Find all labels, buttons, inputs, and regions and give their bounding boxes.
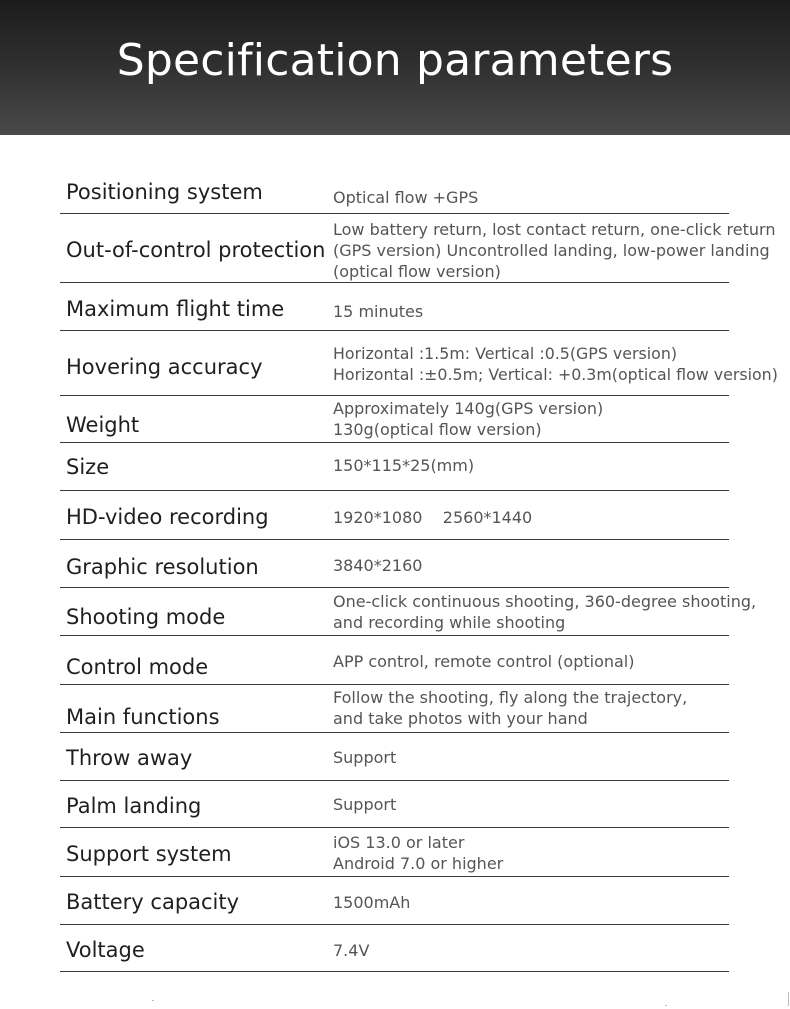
row-divider — [60, 330, 729, 331]
row-divider — [60, 442, 729, 443]
spec-value-line: iOS 13.0 or later — [333, 833, 465, 852]
spec-value-line: 130g(optical flow version) — [333, 420, 542, 439]
spec-value-line: (GPS version) Uncontrolled landing, low-power landing — [333, 241, 770, 260]
row-divider — [60, 924, 729, 925]
spec-value-line: Horizontal :1.5m: Vertical :0.5(GPS version) — [333, 344, 678, 363]
spec-value-line: Support — [333, 748, 397, 767]
spec-value-line: and recording while shooting — [333, 613, 566, 632]
row-divider — [60, 732, 729, 733]
spec-label: HD-video recording — [66, 505, 269, 529]
row-divider — [60, 490, 729, 491]
spec-label: Palm landing — [66, 794, 202, 818]
row-divider — [60, 395, 729, 396]
spec-label: Support system — [66, 842, 232, 866]
page-title: Specification parameters — [116, 35, 674, 86]
spec-label: Out-of-control protection — [66, 238, 326, 262]
spec-value-line: Approximately 140g(GPS version) — [333, 399, 604, 418]
spec-value — [333, 555, 422, 576]
stray-mark — [152, 1000, 154, 1001]
spec-label: Weight — [66, 413, 140, 437]
spec-value — [333, 832, 503, 874]
spec-value-line: 7.4V — [333, 941, 370, 960]
spec-value — [333, 591, 756, 633]
spec-label: Size — [66, 455, 110, 479]
row-divider — [60, 827, 729, 828]
spec-value — [333, 747, 396, 768]
row-divider — [60, 971, 729, 972]
spec-label: Maximum flight time — [66, 297, 285, 321]
spec-value-line: Low battery return, lost contact return, one-click return — [333, 220, 776, 239]
spec-value — [333, 301, 423, 322]
spec-value-line: Follow the shooting, fly along the trajectory, — [333, 688, 688, 707]
spec-value-line: Android 7.0 or higher — [333, 854, 504, 873]
spec-value — [333, 219, 775, 282]
spec-value — [333, 455, 474, 476]
spec-value — [333, 940, 369, 961]
spec-label: Voltage — [66, 938, 145, 962]
spec-value — [333, 398, 603, 440]
row-divider — [60, 780, 729, 781]
spec-value-line: Optical flow +GPS — [333, 188, 479, 207]
spec-value-line: 150*115*25(mm) — [333, 456, 475, 475]
row-divider — [60, 213, 729, 214]
spec-value — [333, 892, 410, 913]
spec-value-line: Support — [333, 795, 397, 814]
spec-label: Battery capacity — [66, 890, 240, 914]
row-divider — [60, 876, 729, 877]
spec-value — [333, 687, 687, 729]
spec-label: Positioning system — [66, 180, 263, 204]
stray-mark — [665, 1005, 667, 1006]
spec-value — [333, 343, 778, 385]
spec-label: Hovering accuracy — [66, 355, 263, 379]
spec-label: Main functions — [66, 705, 220, 729]
spec-value-line: 1500mAh — [333, 893, 411, 912]
row-divider — [60, 635, 729, 636]
spec-value — [333, 507, 532, 528]
spec-value-line: APP control, remote control (optional) — [333, 652, 635, 671]
row-divider — [60, 587, 729, 588]
spec-value — [333, 187, 478, 208]
spec-value-line: (optical flow version) — [333, 262, 501, 281]
row-divider — [60, 282, 729, 283]
spec-value-line: One-click continuous shooting, 360-degree shooting, — [333, 592, 757, 611]
spec-value-line: 15 minutes — [333, 302, 424, 321]
spec-label: Shooting mode — [66, 605, 226, 629]
stray-mark — [788, 992, 789, 1006]
spec-label: Throw away — [66, 746, 193, 770]
header-banner — [0, 0, 790, 135]
spec-value-line: Horizontal :±0.5m; Vertical: +0.3m(optical flow version) — [333, 365, 778, 384]
spec-value — [333, 794, 396, 815]
row-divider — [60, 539, 729, 540]
spec-label: Control mode — [66, 655, 209, 679]
spec-value — [333, 651, 634, 672]
spec-label: Graphic resolution — [66, 555, 259, 579]
spec-value-line: and take photos with your hand — [333, 709, 588, 728]
row-divider — [60, 684, 729, 685]
spec-value-line: 3840*2160 — [333, 556, 423, 575]
spec-value-line: 1920*1080 2560*1440 — [333, 508, 533, 527]
